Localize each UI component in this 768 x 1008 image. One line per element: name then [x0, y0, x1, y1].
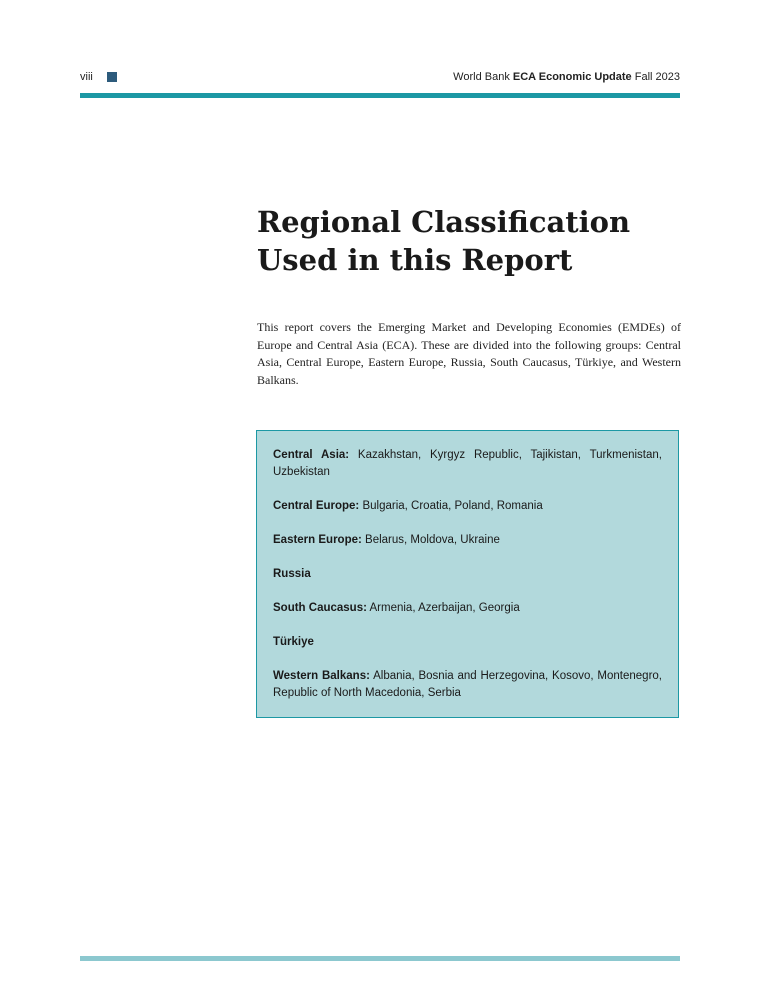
group-countries: Albania, Bosnia and Herzegovina, Kosovo, Montenegro, Republic of North Macedonia, Serbia: [273, 670, 662, 699]
running-head-edition: Fall 2023: [634, 71, 680, 83]
group-central-europe: [273, 498, 662, 515]
page-title-line-1: Regional Classification: [257, 205, 631, 239]
page-number: viii: [80, 71, 93, 83]
group-name: Türkiye: [273, 636, 314, 648]
group-name: Eastern Europe:: [273, 534, 362, 546]
group-countries: Belarus, Moldova, Ukraine: [365, 534, 500, 546]
group-countries: Bulgaria, Croatia, Poland, Romania: [362, 500, 543, 512]
header-rule: [80, 93, 680, 98]
group-name: South Caucasus:: [273, 602, 367, 614]
group-western-balkans: [273, 668, 662, 702]
running-head-publisher: World Bank: [453, 71, 510, 83]
group-central-asia: [273, 447, 662, 481]
group-countries: Kazakhstan, Kyrgyz Republic, Tajikistan, Turkmenistan, Uzbekistan: [273, 449, 662, 478]
running-head: [453, 71, 680, 83]
group-south-caucasus: [273, 600, 662, 617]
group-name: Central Asia:: [273, 449, 350, 461]
running-head-report-name: ECA Economic Update: [512, 71, 632, 83]
regional-classification-box: [256, 430, 679, 718]
group-name: Russia: [273, 568, 311, 580]
group-countries: Armenia, Azerbaijan, Georgia: [369, 602, 520, 614]
group-eastern-europe: [273, 532, 662, 549]
group-russia: [273, 566, 662, 583]
page-title: [257, 203, 687, 279]
group-name: Western Balkans:: [273, 670, 370, 682]
group-name: Central Europe:: [273, 500, 360, 512]
page-title-line-2: Used in this Report: [257, 243, 573, 277]
footer-rule: [80, 956, 680, 961]
group-turkiye: [273, 634, 662, 651]
intro-paragraph: This report covers the Emerging Market and Developing Economies (EMDEs) of Europe and Central Asia (ECA). These are divided into the following groups: Central Asia, Central Europe, Eastern Europe, Russia, South Caucasus, Türkiye, and Western Balkans.: [257, 320, 681, 387]
header-square-marker: [107, 72, 117, 82]
